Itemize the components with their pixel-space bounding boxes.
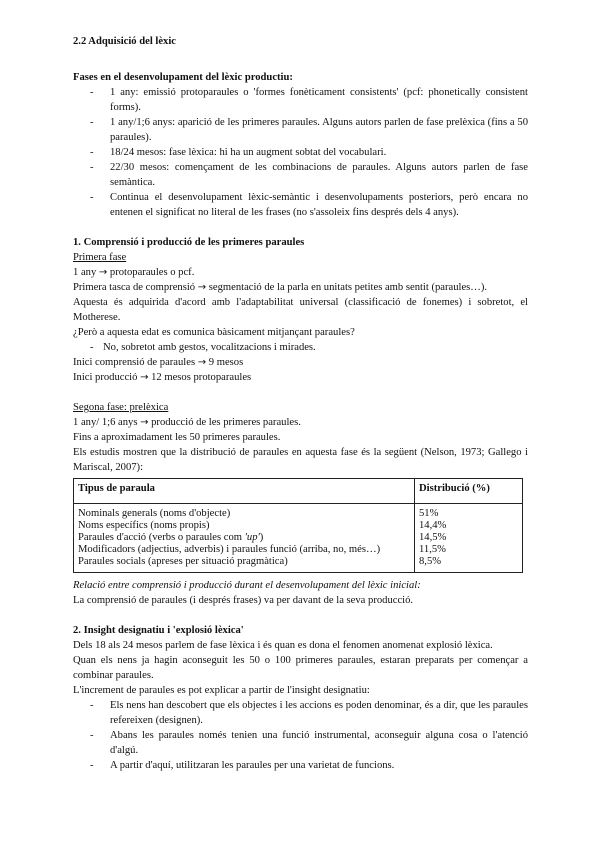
line-1: 1 any → protoparaules o pcf.: [73, 267, 195, 278]
list-item: - 22/30 mesos: començament de les combinacions de paraules. Alguns autors parlen de fase semàntica.: [73, 160, 528, 190]
table-row: [74, 504, 523, 573]
list-item: - No, sobretot amb gestos, vocalitzacions i mirades.: [73, 340, 528, 355]
s2-paragraph-3: L'increment de paraules es pot explicar a partir de l'insight designatiu:: [73, 685, 370, 696]
section-title: 2.2 Adquisició del lèxic: [73, 36, 177, 47]
line-6: Inici producció → 12 mesos protoparaules: [73, 372, 252, 383]
line-8: Fins a aproximadament les 50 primeres paraules.: [73, 432, 281, 443]
document-page: [73, 34, 528, 773]
section-2-heading: 2. Insight designatiu i 'explosió lèxica': [73, 625, 244, 636]
line-7: 1 any/ 1;6 anys → producció de les primeres paraules.: [73, 417, 301, 428]
list-item: - Els nens han descobert que els objectes i les accions es poden denominar, és a dir, que les paraules refereixen (designen).: [73, 698, 528, 728]
table-cell: Nominals generals (noms d'objecte) Noms específics (noms propis) Paraules d'acció (verbs o paraules com 'up') Modificadors (adjectius, adverbis) i paraules funció (arriba, no, més…) Paraules socials (apreses per situació pragmàtica): [74, 504, 415, 573]
s2-paragraph-2: Quan els nens ja hagin aconseguit les 50 o 100 primeres paraules, estaran preparats per començar a combinar paraules.: [73, 655, 528, 681]
list-item: - Abans les paraules només tenien una funció instrumental, aconseguir alguna cosa o l'atenció d'algú.: [73, 728, 528, 758]
list-item: - Continua el desenvolupament lèxic-semàntic i desenvolupaments posteriors, però encara no entenen el significat no literal de les frases (no s'assoleix fins després dels 4 anys).: [73, 190, 528, 220]
insight-list: [73, 698, 528, 773]
line-3: Aquesta és adquirida d'acord amb l'adaptabilitat universal (classificació de fonemes) i sobretot, el Motherese.: [73, 297, 528, 323]
arrow-icon: →: [197, 357, 207, 368]
arrow-icon: →: [140, 417, 149, 428]
s2-paragraph-1: Dels 18 als 24 mesos parlem de fase lèxica i és quan es dona el fenomen anomenat explosió lèxica.: [73, 640, 493, 651]
table-cell: 51% 14,4% 14,5% 11,5% 8,5%: [415, 504, 523, 573]
list-item: - A partir d'aquí, utilitzaran les paraules per una varietat de funcions.: [73, 758, 528, 773]
phases-heading: Fases en el desenvolupament del lèxic productiu:: [73, 72, 293, 83]
distribution-table: [73, 478, 523, 573]
line-5: Inici comprensió de paraules → 9 mesos: [73, 357, 244, 368]
line-4: ¿Però a aquesta edat es comunica bàsicament mitjançant paraules?: [73, 327, 355, 338]
line-9: Els estudis mostren que la distribució de paraules en aquesta fase és la següent (Nelson, 1973; Gallego i Mariscal, 2007):: [73, 447, 528, 473]
arrow-icon: →: [197, 282, 207, 293]
arrow-icon: →: [140, 372, 149, 383]
list-item: - 18/24 mesos: fase lèxica: hi ha un augment sobtat del vocabulari.: [73, 145, 528, 160]
line-2: Primera tasca de comprensió → segmentació de la parla en unitats petites amb sentit (paraules…).: [73, 282, 488, 293]
table-header: Distribució (%): [415, 479, 523, 504]
table-header-row: [74, 479, 523, 504]
table-header: Tipus de paraula: [74, 479, 415, 504]
arrow-icon: →: [98, 267, 108, 278]
list-item: - 1 any: emissió protoparaules o 'formes fonèticament consistents' (pcf: phonetically consistent forms).: [73, 85, 528, 115]
phases-list: [73, 85, 528, 220]
relacio-heading: Relació entre comprensió i producció durant el desenvolupament del lèxic inicial:: [73, 580, 421, 591]
primera-fase-label: Primera fase: [73, 252, 127, 263]
gestures-list: [73, 340, 528, 355]
section-1-heading: 1. Comprensió i producció de les primeres paraules: [73, 237, 305, 248]
list-item: - 1 any/1;6 anys: aparició de les primeres paraules. Alguns autors parlen de fase prelèxica (fins a 50 paraules).: [73, 115, 528, 145]
segona-fase-label: Segona fase: prelèxica: [73, 402, 169, 413]
relacio-text: La comprensió de paraules (i després frases) va per davant de la seva producció.: [73, 595, 414, 606]
